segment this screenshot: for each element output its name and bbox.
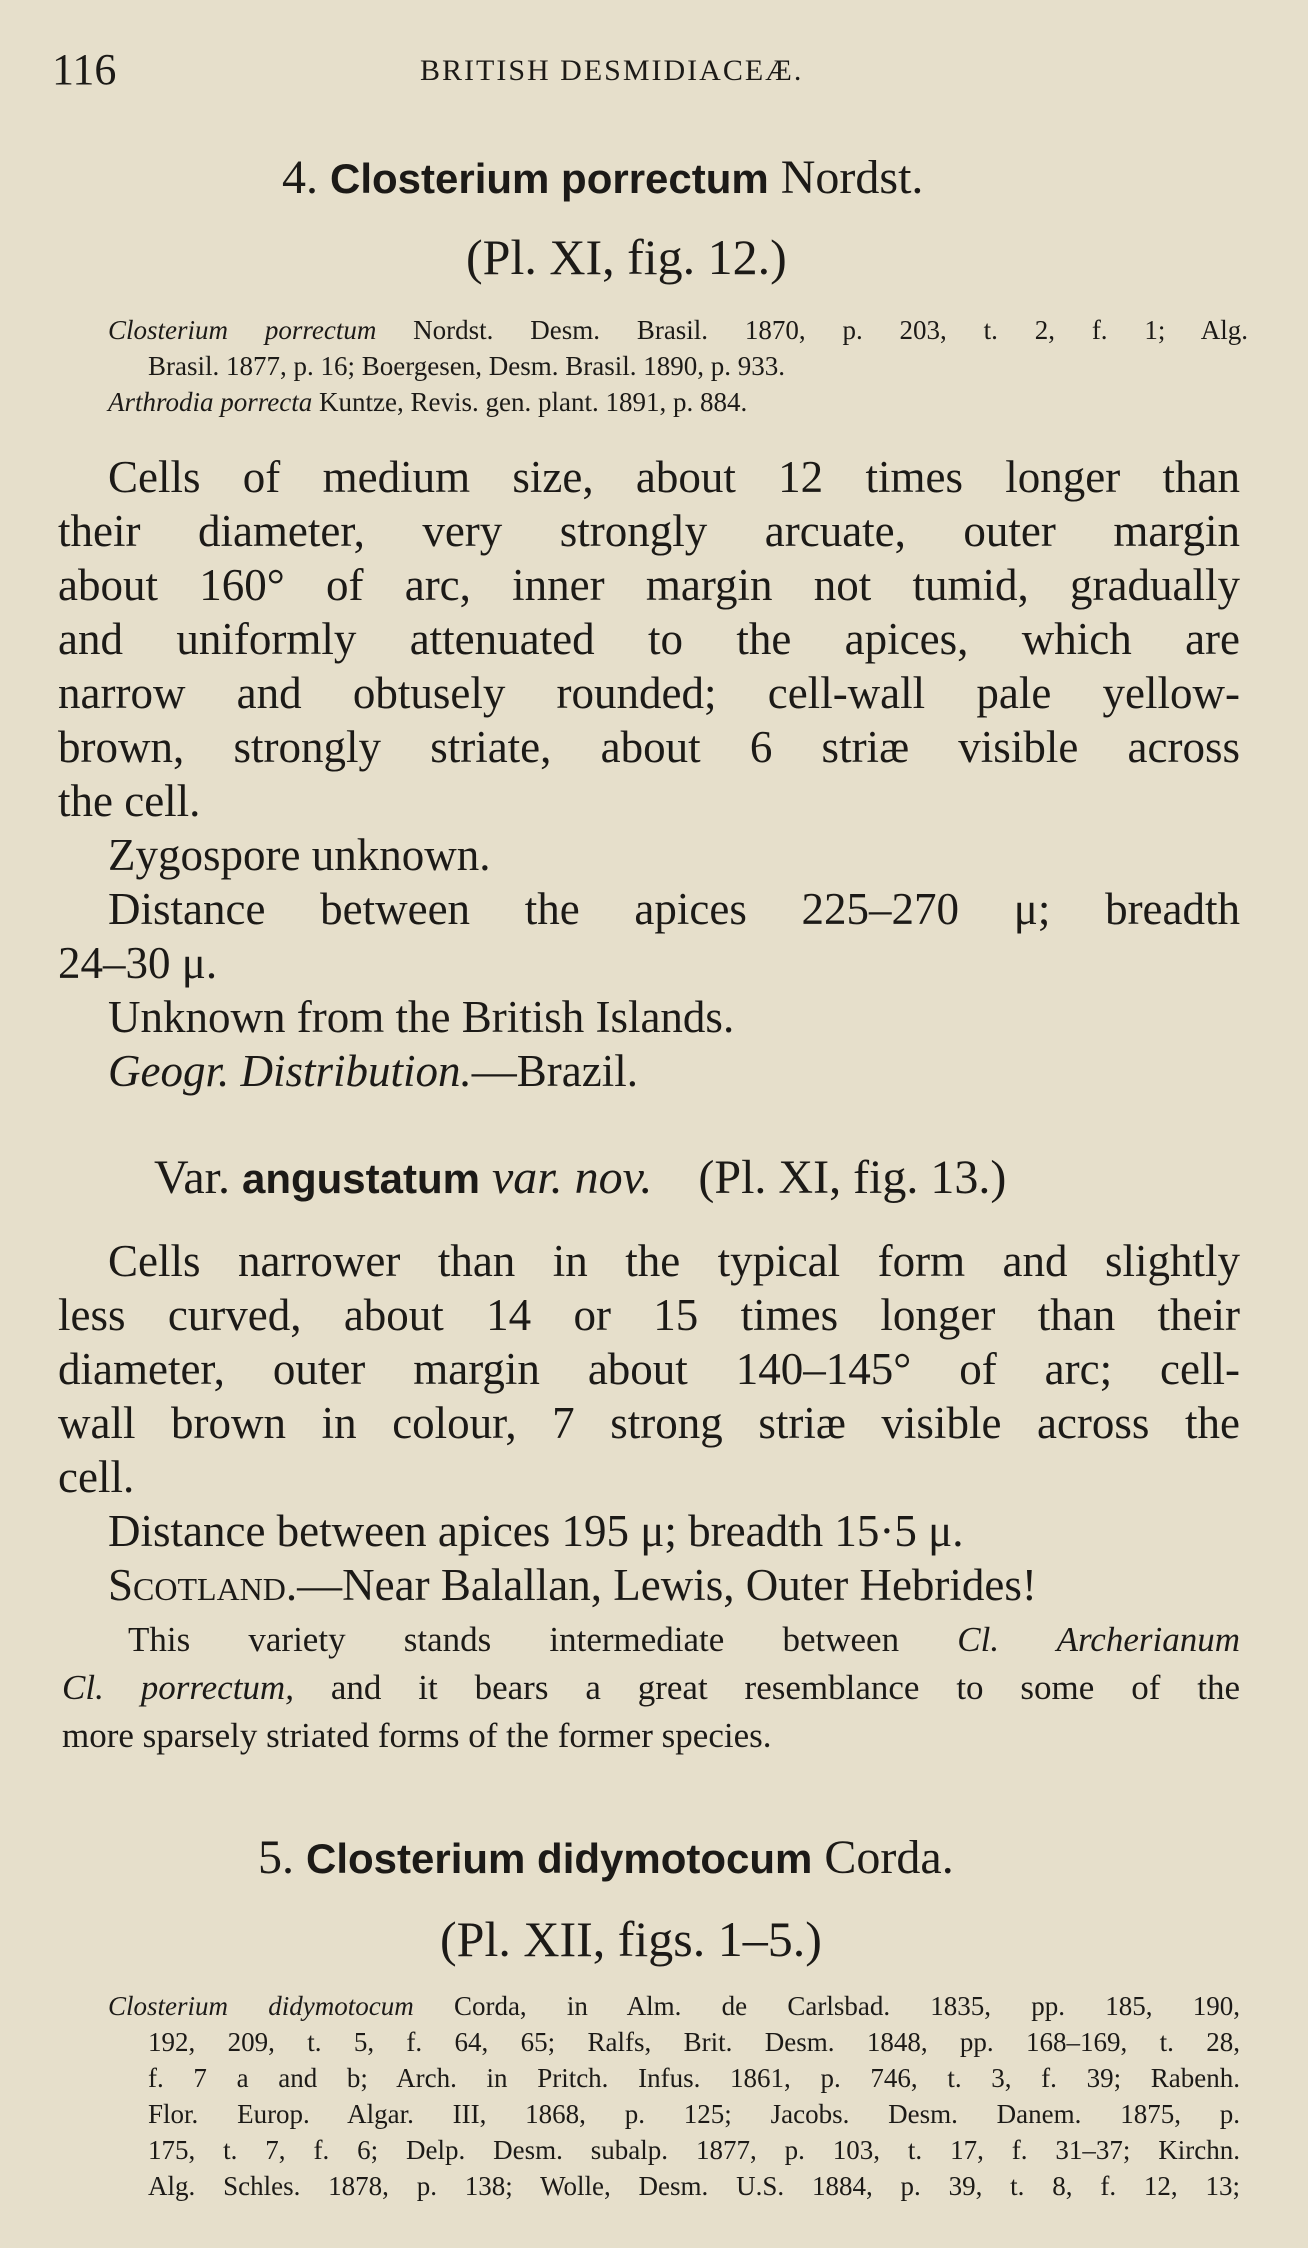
description-line: the cell. [58, 776, 201, 826]
variety-prefix: Var. [154, 1151, 230, 1204]
description-line: their diameter, very strongly arcuate, outer margin [58, 506, 1240, 556]
synonymy-line: 175, t. 7, f. 6; Delp. Desm. subalp. 1877, p. 103, t. 17, f. 31–37; Kirchn. [148, 2135, 1240, 2165]
description-line: and uniformly attenuated to the apices, which are [58, 614, 1240, 664]
geographic-distribution: Geogr. Distribution.—Brazil. [108, 1046, 638, 1096]
species-5-synonymy [108, 1988, 1240, 2204]
dimensions-line: Distance between apices 195 μ; breadth 15·5 μ. [108, 1506, 964, 1556]
british-distribution: Unknown from the British Islands. [108, 992, 735, 1042]
species-4-heading [282, 150, 923, 205]
description-line: diameter, outer margin about 140–145° of arc; cell- [58, 1344, 1240, 1394]
variety-name: angustatum [241, 1155, 480, 1202]
synonymy-line: Alg. Schles. 1878, p. 138; Wolle, Desm. U.S. 1884, p. 39, t. 8, f. 12, 13; [148, 2171, 1240, 2201]
species-number: 5. [258, 1831, 294, 1884]
description-line: Cells narrower than in the typical form and slightly [108, 1236, 1240, 1286]
species-number: 4. [282, 151, 318, 204]
description-line: cell. [58, 1452, 135, 1502]
running-title: BRITISH DESMIDIACEÆ. [420, 54, 804, 87]
note-line: This variety stands intermediate between Cl. Archerianum [128, 1620, 1240, 1659]
description-line: about 160° of arc, inner margin not tumid, gradually [58, 560, 1240, 610]
description-line: Cells of medium size, about 12 times longer than [108, 452, 1240, 502]
variety-heading [154, 1150, 1006, 1205]
species-4-plate: (Pl. XI, fig. 12.) [466, 229, 787, 285]
species-name: Closterium porrectum [330, 155, 769, 202]
page-number: 116 [52, 45, 117, 94]
species-5-heading [258, 1830, 954, 1885]
description-line: less curved, about 14 or 15 times longer than their [58, 1290, 1240, 1340]
variety-note [62, 1616, 1240, 1760]
description-line: wall brown in colour, 7 strong striæ visible across the [58, 1398, 1240, 1448]
note-line: Cl. porrectum, and it bears a great resemblance to some of the [62, 1668, 1240, 1707]
variety-qualifier: var. nov. [492, 1151, 653, 1204]
locality-line: Scotland.—Near Balallan, Lewis, Outer Hebrides! [108, 1560, 1037, 1610]
synonymy-line: Brasil. 1877, p. 16; Boergesen, Desm. Brasil. 1890, p. 933. [148, 351, 785, 381]
species-4-synonymy [108, 312, 1248, 420]
synonymy-line: 192, 209, t. 5, f. 64, 65; Ralfs, Brit. Desm. 1848, pp. 168–169, t. 28, [148, 2027, 1240, 2057]
synonymy-line: Arthrodia porrecta Kuntze, Revis. gen. plant. 1891, p. 884. [108, 387, 748, 417]
species-name: Closterium didymotocum [306, 1835, 813, 1882]
description-line: brown, strongly striate, about 6 striæ visible across [58, 722, 1240, 772]
note-line: more sparsely striated forms of the former species. [62, 1716, 772, 1755]
description-line: narrow and obtusely rounded; cell-wall pale yellow- [58, 668, 1240, 718]
dimensions-line: 24–30 μ. [58, 938, 218, 988]
species-5-plate: (Pl. XII, figs. 1–5.) [440, 1911, 822, 1967]
species-author: Corda. [824, 1831, 954, 1884]
variety-plate: (Pl. XI, fig. 13.) [698, 1151, 1007, 1204]
zygospore-line: Zygospore unknown. [108, 830, 491, 880]
variety-description [58, 1234, 1240, 1612]
synonymy-line: Closterium porrectum Nordst. Desm. Brasil. 1870, p. 203, t. 2, f. 1; Alg. [108, 315, 1248, 345]
synonymy-line: f. 7 a and b; Arch. in Pritch. Infus. 1861, p. 746, t. 3, f. 39; Rabenh. [148, 2063, 1240, 2093]
dimensions-line: Distance between the apices 225–270 μ; breadth [108, 884, 1240, 934]
synonymy-line: Closterium didymotocum Corda, in Alm. de Carlsbad. 1835, pp. 185, 190, [108, 1991, 1240, 2021]
species-4-description [58, 450, 1240, 1098]
species-author: Nordst. [780, 151, 924, 204]
synonymy-line: Flor. Europ. Algar. III, 1868, p. 125; Jacobs. Desm. Danem. 1875, p. [148, 2099, 1240, 2129]
